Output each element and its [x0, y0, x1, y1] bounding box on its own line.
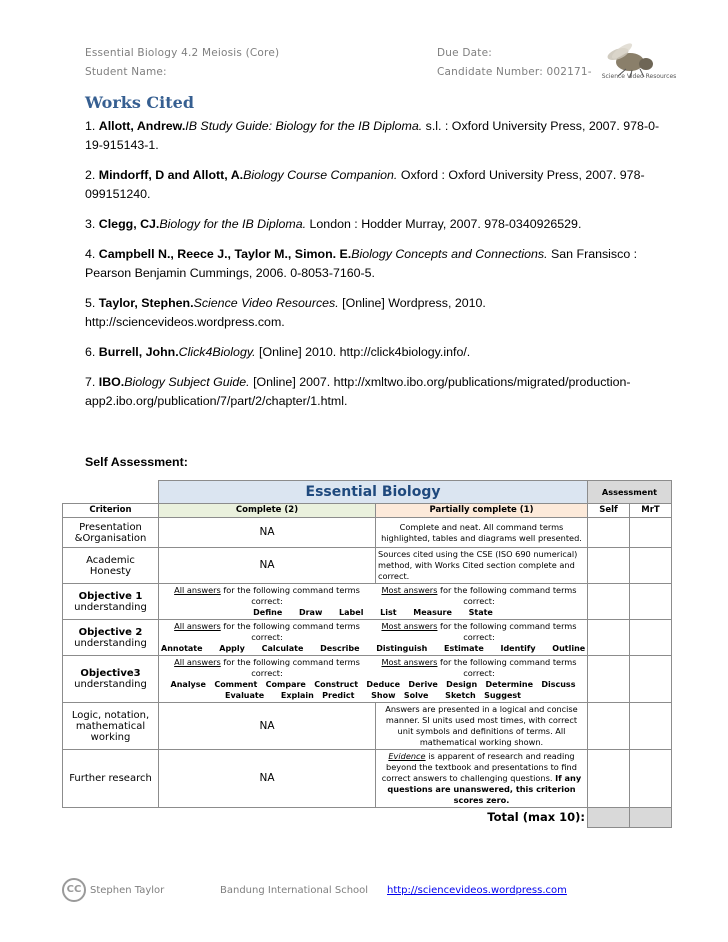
self-score-cell[interactable]: [588, 620, 630, 656]
partial-honesty: Sources cited using the CSE (ISO 690 numerical) method, with Works Cited section complete and correct.: [376, 548, 588, 584]
footer-url-link[interactable]: http://sciencevideos.wordpress.com: [387, 885, 567, 896]
due-date-label: Due Date:: [437, 47, 492, 59]
mrt-score-cell[interactable]: [630, 656, 672, 703]
self-score-cell[interactable]: [588, 584, 630, 620]
citation-7: 7. IBO.Biology Subject Guide. [Online] 2007. http://xmltwo.ibo.org/publications/migrated/production-app2.ibo.org/publication/7/part/2/chapter/1.html.: [85, 375, 631, 408]
citation-1: 1. Allott, Andrew.IB Study Guide: Biology for the IB Diploma. s.l. : Oxford University Press, 2007. 978-0-19-915143-1.: [85, 119, 660, 152]
table-row: [63, 584, 672, 620]
objective-1-descriptor: All answers for the following command terms correct: Most answers for the following command terms correct: Define Draw Label List Measure State: [159, 584, 588, 620]
self-score-cell[interactable]: [588, 703, 630, 750]
criterion-presentation: Presentation &Organisation: [63, 518, 159, 548]
course-title: Essential Biology 4.2 Meiosis (Core): [85, 47, 280, 59]
self-assessment-label: Self Assessment:: [85, 455, 188, 469]
citation-2: 2. Mindorff, D and Allott, A.Biology Course Companion. Oxford : Oxford University Press, 2007. 978-099151240.: [85, 168, 645, 201]
self-score-cell[interactable]: [588, 750, 630, 808]
table-row: [63, 518, 672, 548]
partial-research: Evidence is apparent of research and reading beyond the textbook and presentations to find correct answers to challenging questions. If any questions are unanswered, this criterion scores zero.: [376, 750, 588, 808]
objective-2-terms: Annotate Apply Calculate Describe Distinguish Estimate Identify Outline: [161, 644, 586, 653]
footer-school: Bandung International School: [220, 885, 369, 896]
rubric-title: Essential Biology: [159, 481, 588, 504]
objective-1-terms: Define Draw Label List Measure State: [253, 608, 493, 617]
table-row: [63, 620, 672, 656]
mrt-score-cell[interactable]: [630, 548, 672, 584]
assessment-header: Assessment: [588, 481, 672, 504]
citation-3: 3. Clegg, CJ.Biology for the IB Diploma. London : Hodder Murray, 2007. 978-0340926529.: [85, 217, 582, 231]
citation-6: 6. Burrell, John.Click4Biology. [Online] 2010. http://click4biology.info/.: [85, 345, 471, 359]
fly-logo-icon: [600, 40, 672, 88]
table-row: [63, 548, 672, 584]
footer-author: Stephen Taylor: [90, 885, 165, 896]
objective-3-terms-line1: Analyse Comment Compare Construct Deduce Derive Design Determine Discuss: [170, 680, 576, 689]
objective-3-descriptor: All answers for the following command terms correct: Most answers for the following command terms correct: Analyse Comment Compare Construct Deduce Derive Design Determine Discuss Evaluate Explain Predict Show Solve Sketch Suggest: [159, 656, 588, 703]
table-row: [63, 750, 672, 808]
partial-logic: Answers are presented in a logical and concise manner. SI units used most times, with correct unit symbols and definitions of terms. All mathematical working shown.: [376, 703, 588, 750]
criterion-objective-2: Objective 2 understanding: [63, 620, 159, 656]
self-score-cell[interactable]: [588, 518, 630, 548]
criterion-logic: Logic, notation, mathematical working: [63, 703, 159, 750]
total-label: Total (max 10):: [487, 810, 585, 825]
criterion-objective-1: Objective 1 understanding: [63, 584, 159, 620]
mrt-score-cell[interactable]: [630, 703, 672, 750]
creative-commons-icon: CC: [62, 878, 86, 902]
criterion-objective-3: Objective3 understanding: [63, 656, 159, 703]
complete-research: NA: [159, 750, 376, 808]
mrt-score-cell[interactable]: [630, 584, 672, 620]
table-row: [63, 656, 672, 703]
complete-logic: NA: [159, 703, 376, 750]
complete-header: Complete (2): [159, 504, 376, 518]
citation-4: 4. Campbell N., Reece J., Taylor M., Simon. E.Biology Concepts and Connections. San Fransisco : Pearson Benjamin Cummings, 2006. 0-8053-7160-5.: [85, 247, 638, 280]
mrt-score-cell[interactable]: [630, 620, 672, 656]
self-total-cell[interactable]: [588, 808, 630, 828]
self-score-cell[interactable]: [588, 548, 630, 584]
mrt-total-cell[interactable]: [630, 808, 672, 828]
table-row: [63, 703, 672, 750]
logo-caption: Science Video Resources: [601, 73, 677, 80]
mrt-score-cell[interactable]: [630, 518, 672, 548]
partial-header: Partially complete (1): [376, 504, 588, 518]
candidate-number-label: Candidate Number: 002171-: [437, 66, 592, 78]
partial-presentation: Complete and neat. All command terms highlighted, tables and diagrams well presented.: [376, 518, 588, 548]
complete-presentation: NA: [159, 518, 376, 548]
objective-3-terms-line2: Evaluate Explain Predict Show Solve Sketch Suggest: [224, 691, 522, 700]
criterion-research: Further research: [63, 750, 159, 808]
assessment-rubric-table: [62, 480, 672, 828]
mrt-score-cell[interactable]: [630, 750, 672, 808]
complete-honesty: NA: [159, 548, 376, 584]
criterion-honesty: Academic Honesty: [63, 548, 159, 584]
citation-5: 5. Taylor, Stephen.Science Video Resources. [Online] Wordpress, 2010. http://sciencevideos.wordpress.com.: [85, 296, 486, 329]
mrt-header: MrT: [630, 504, 672, 518]
student-name-label: Student Name:: [85, 66, 167, 78]
works-cited-title: Works Cited: [85, 93, 194, 112]
self-header: Self: [588, 504, 630, 518]
criterion-header: Criterion: [63, 504, 159, 518]
self-score-cell[interactable]: [588, 656, 630, 703]
works-cited-list: [85, 117, 665, 422]
objective-2-descriptor: All answers for the following command terms correct: Most answers for the following command terms correct: Annotate Apply Calculate Describe Distinguish Estimate Identify Outline: [159, 620, 588, 656]
